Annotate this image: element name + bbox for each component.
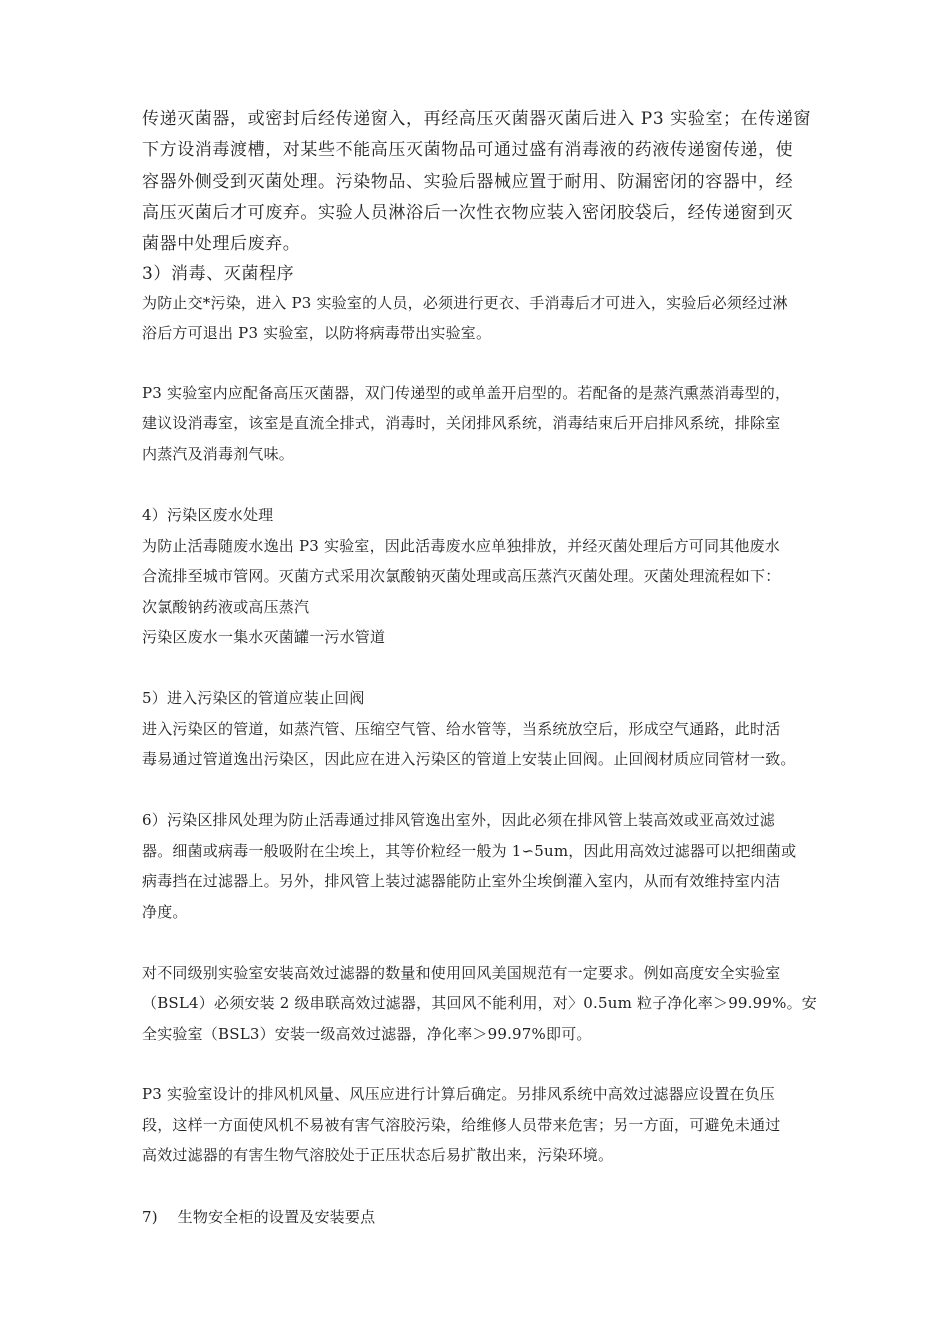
text-line: 为防止交*污染，进入 P3 实验室的人员，必须进行更衣、手消毒后才可进入，实验后必须经过淋 xyxy=(142,294,788,312)
text-line: 净度。 xyxy=(142,903,188,921)
text-line: P3 实验室内应配备高压灭菌器，双门传递型的或单盖开启型的。若配备的是蒸汽熏蒸消毒型的， xyxy=(142,384,791,402)
text-line: 内蒸汽及消毒剂气味。 xyxy=(142,445,295,463)
text-line: 全实验室（BSL3）安装一级高效过滤器，净化率＞99.97%即可。 xyxy=(142,1025,592,1043)
section-heading-4: 4）污染区废水处理 xyxy=(142,506,274,524)
text-line: 进入污染区的管道，如蒸汽管、压缩空气管、给水管等，当系统放空后，形成空气通路，此时活 xyxy=(142,720,781,738)
text-line: 建议设消毒室，该室是直流全排式，消毒时，关闭排风系统，消毒结束后开启排风系统，排除室 xyxy=(142,414,781,432)
text-line: 容器外侧受到灭菌处理。污染物品、实验后器械应置于耐用、防漏密闭的容器中，经 xyxy=(142,172,794,192)
section-heading-7: 7) 生物安全柜的设置及安装要点 xyxy=(142,1208,376,1226)
text-line: 次氯酸钠药液或高压蒸汽 xyxy=(142,598,310,616)
text-line: 下方设消毒渡槽，对某些不能高压灭菌物品可通过盛有消毒液的药液传递窗传递，使 xyxy=(142,140,794,160)
text-line: 浴后方可退出 P3 实验室，以防将病毒带出实验室。 xyxy=(142,324,492,342)
text-line: 污染区废水一集水灭菌罐一污水管道 xyxy=(142,628,386,646)
text-line: 为防止活毒随废水逸出 P3 实验室，因此活毒废水应单独排放，并经灭菌处理后方可同其他废水 xyxy=(142,537,780,555)
text-line: 传递灭菌器，或密封后经传递窗入，再经高压灭菌器灭菌后进入 P3 实验室；在传递窗 xyxy=(142,109,812,129)
text-line: 菌器中处理后废弃。 xyxy=(142,234,301,254)
text-line: 段，这样一方面使风机不易被有害气溶胶污染，给维修人员带来危害；另一方面，可避免未通过 xyxy=(142,1116,781,1134)
text-line: 高压灭菌后才可废弃。实验人员淋浴后一次性衣物应装入密闭胶袋后，经传递窗到灭 xyxy=(142,203,794,223)
text-line: 高效过滤器的有害生物气溶胶处于正压状态后易扩散出来，污染环境。 xyxy=(142,1146,614,1164)
text-line: 对不同级别实验室安装高效过滤器的数量和使用回风美国规范有一定要求。例如高度安全实验室 xyxy=(142,964,781,982)
text-line: 毒易通过管道逸出污染区，因此应在进入污染区的管道上安装止回阀。止回阀材质应同管材一致。 xyxy=(142,750,796,768)
section-heading-5: 5）进入污染区的管道应装止回阀 xyxy=(142,689,365,707)
text-line: 6）污染区排风处理为防止活毒通过排风管逸出室外，因此必须在排风管上装高效或亚高效过滤 xyxy=(142,811,775,829)
text-line: 器。细菌或病毒一般吸附在尘埃上，其等价粒经一般为 1∽5um，因此用高效过滤器可以把细菌或 xyxy=(142,842,797,860)
section-heading-3: 3）消毒、灭菌程序 xyxy=(142,264,295,284)
text-line: 合流排至城市管网。灭菌方式采用次氯酸钠灭菌处理或高压蒸汽灭菌处理。灭菌处理流程如下： xyxy=(142,567,781,585)
text-line: 病毒挡在过滤器上。另外，排风管上装过滤器能防止室外尘埃倒灌入室内，从而有效维持室内洁 xyxy=(142,872,781,890)
text-line: P3 实验室设计的排风机风量、风压应进行计算后确定。另排风系统中高效过滤器应设置在负压 xyxy=(142,1085,776,1103)
text-line: （BSL4）必须安装 2 级串联高效过滤器，其回风不能利用，对〉0.5um 粒子净化率＞99.99%。安 xyxy=(142,994,817,1012)
